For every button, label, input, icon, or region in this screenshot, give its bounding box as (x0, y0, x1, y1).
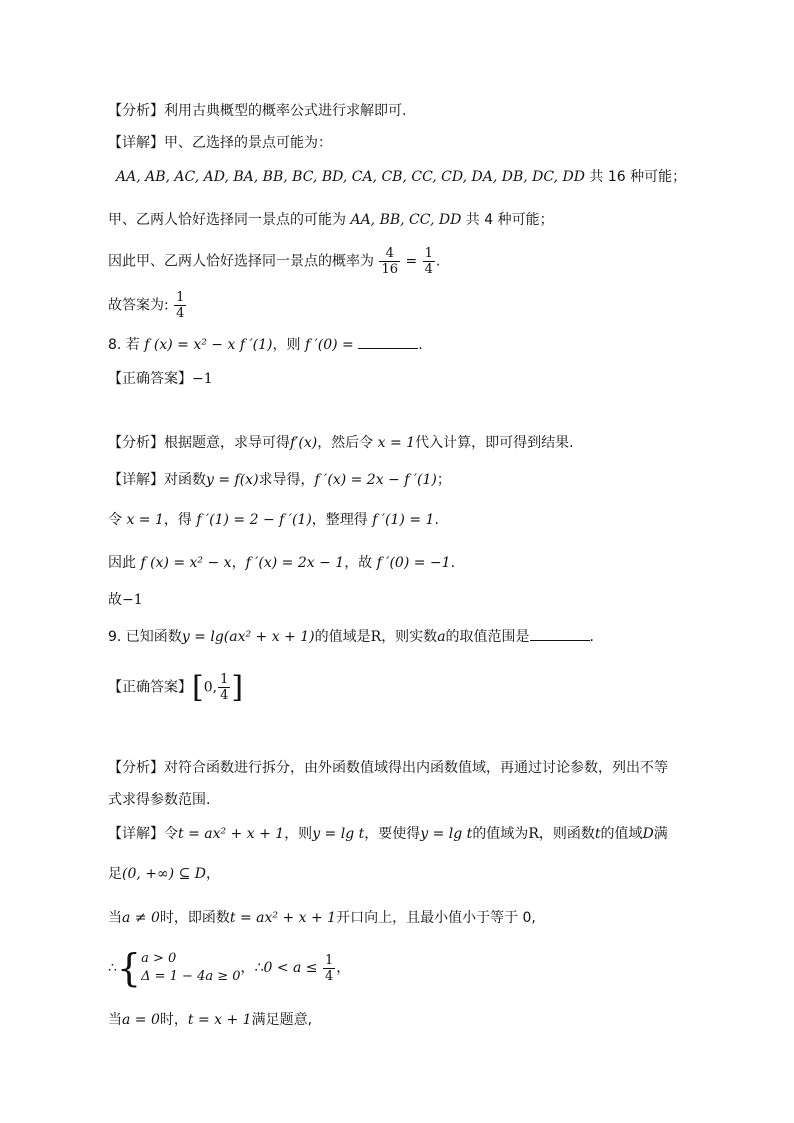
numerator: 1 (424, 246, 433, 261)
numerator: 4 (379, 246, 400, 262)
therefore-symbol: ∴ (108, 960, 117, 976)
numerator: 1 (176, 290, 185, 305)
formula: t = x + 1 (187, 1012, 252, 1028)
inequality-system (117, 948, 241, 988)
denominator: 16 (381, 262, 398, 277)
reals-symbol: R (370, 629, 382, 645)
formula: f ′(1) = 1 (372, 512, 435, 528)
numerator: 1 (220, 672, 229, 687)
text: ，故 (344, 555, 377, 571)
same-spot-line (108, 210, 554, 230)
text: 故 (108, 592, 122, 608)
text: 当 (108, 910, 122, 926)
answer-value: −1 (192, 371, 213, 387)
formula: y = lg t (420, 826, 473, 842)
formula: x = 1 (377, 435, 416, 451)
detail-8-line-1 (108, 470, 451, 490)
formula: f ′(x) = 2x − 1 (245, 555, 345, 571)
close-bracket: ] (231, 669, 244, 705)
formula: y = lg t (312, 826, 365, 842)
correct-answer-9 (108, 669, 244, 705)
text: ，要使得 (364, 826, 421, 842)
formula: x = 1 (126, 512, 164, 528)
text: ； (436, 472, 451, 488)
formula: f′(x) (290, 435, 318, 451)
period: . (435, 253, 441, 270)
fraction (323, 953, 335, 984)
denominator: 4 (324, 968, 334, 984)
detail-line-1: 【详解】甲、乙选择的景点可能为： (108, 135, 332, 151)
text: ，则函数 (538, 826, 595, 842)
text: 因此 (108, 555, 141, 571)
period: . (418, 337, 423, 353)
left-brace: { (116, 946, 142, 990)
text: 开口向上，且最小值小于等于 0, (336, 910, 536, 926)
fraction (423, 246, 435, 277)
row-1: a > 0 (141, 951, 177, 966)
formula: a ≠ 0 (122, 910, 160, 926)
text: ，∴ (240, 960, 264, 976)
text: 故答案为: (108, 297, 169, 314)
open-bracket: [ (192, 669, 204, 705)
answer-value: −1 (122, 592, 143, 608)
text: 足 (108, 866, 122, 882)
formula: f (x) = x² − x f ′(1) (144, 337, 273, 353)
formula: f ′(1) = 2 − f ′(1) (196, 512, 312, 528)
reals-symbol: R (528, 826, 539, 842)
analysis-8 (108, 433, 574, 453)
text: ，整理得 (311, 512, 373, 528)
pair-list: AA, AB, AC, AD, BA, BB, BC, BD, CA, CB, CC, CD, DA, DB, DC, DD (116, 169, 585, 185)
text: 的取值范围是 (445, 629, 530, 645)
text: 令 (108, 512, 127, 528)
text: 甲、乙两人恰好选择同一景点的可能为 (108, 212, 351, 228)
text: . (450, 555, 456, 571)
fraction (379, 246, 400, 277)
system-rows (141, 950, 240, 986)
text: 时， (159, 1012, 188, 1028)
formula: f ′(0) = (304, 337, 359, 353)
period: . (589, 629, 594, 645)
formula: y = lg(ax² + x + 1) (181, 629, 315, 645)
detail-8-line-3 (108, 553, 455, 573)
analysis-9-line-1: 【分析】对符合函数进行拆分，由外函数值域得出内函数值域，再通过讨论参数，列出不等 (108, 760, 668, 776)
text: ，得 (163, 512, 197, 528)
text: 当 (108, 1012, 122, 1028)
question-number: 8. 若 (108, 337, 145, 353)
question-9 (108, 626, 594, 647)
text: 因此甲、乙两人恰好选择同一景点的概率为 (108, 253, 374, 270)
answer-line (108, 290, 187, 321)
count-text: 共 16 种可能； (584, 169, 687, 185)
detail-8-line-2 (108, 510, 439, 530)
analysis-line-1: 【分析】利用古典概型的概率公式进行求解即可. (108, 103, 407, 119)
detail-9-line-1 (108, 824, 668, 844)
denominator: 4 (176, 306, 185, 321)
analysis-9-line-2: 式求得参数范围. (108, 792, 211, 808)
text: 的值域是 (314, 629, 371, 645)
detail-9-line-5 (108, 1010, 312, 1030)
question-number: 9. 已知函数 (108, 629, 182, 645)
text: ，则实数 (381, 629, 438, 645)
variable: D (642, 826, 654, 842)
formula: y = f(x) (206, 472, 259, 488)
fraction (174, 290, 186, 321)
text: ，则 (284, 826, 313, 842)
text: 满 (653, 826, 668, 842)
text: 时，即函数 (159, 910, 230, 926)
formula: f ′(0) = −1 (376, 555, 451, 571)
text: 满足题意, (251, 1012, 313, 1028)
pair-list: AA, BB, CC, DD (350, 212, 462, 228)
numerator: 1 (324, 952, 334, 968)
text: 【详解】令 (108, 826, 178, 842)
formula: 0 < a ≤ (263, 960, 322, 976)
text: 的值域为 (472, 826, 529, 842)
formula: (0, +∞) ⊆ D (122, 866, 206, 882)
formula: f (x) = x² − x (140, 555, 232, 571)
detail-9-system (108, 948, 350, 988)
denominator: 4 (424, 262, 433, 277)
enumeration-line (116, 167, 686, 187)
text: 的值域 (600, 826, 643, 842)
text: 共 4 种可能； (461, 212, 554, 228)
detail-9-line-2 (108, 864, 220, 884)
text: ，然后令 (317, 435, 378, 451)
text: ，则 (272, 337, 305, 353)
probability-line (108, 246, 440, 277)
formula: t = ax² + x + 1 (178, 826, 285, 842)
detail-9-line-3 (108, 908, 536, 928)
text: 【分析】根据题意，求导可得 (108, 435, 290, 451)
lower-bound: 0, (203, 679, 218, 696)
variable: t (594, 826, 601, 842)
formula: f ′(x) = 2x − f ′(1) (314, 472, 437, 488)
formula: a = 0 (122, 1012, 160, 1028)
correct-answer-8 (108, 369, 213, 389)
row-2: Δ = 1 − 4a ≥ 0 (141, 969, 241, 984)
equals: = (401, 253, 422, 270)
answer-blank (358, 334, 418, 349)
text: ， (205, 866, 220, 882)
formula: t = ax² + x + 1 (229, 910, 337, 926)
variable: a (437, 629, 446, 645)
answer-blank (530, 626, 590, 641)
text: ， (336, 960, 351, 976)
denominator: 4 (220, 688, 229, 703)
label: 【正确答案】 (108, 679, 192, 696)
fraction (218, 672, 230, 703)
text: ， (231, 555, 246, 571)
text: 求导得， (258, 472, 315, 488)
label: 【正确答案】 (108, 371, 192, 387)
question-8 (108, 334, 423, 355)
text: 代入计算，即可得到结果. (415, 435, 574, 451)
conclusion-8 (108, 590, 143, 610)
text: . (434, 512, 439, 528)
text: 【详解】对函数 (108, 472, 206, 488)
